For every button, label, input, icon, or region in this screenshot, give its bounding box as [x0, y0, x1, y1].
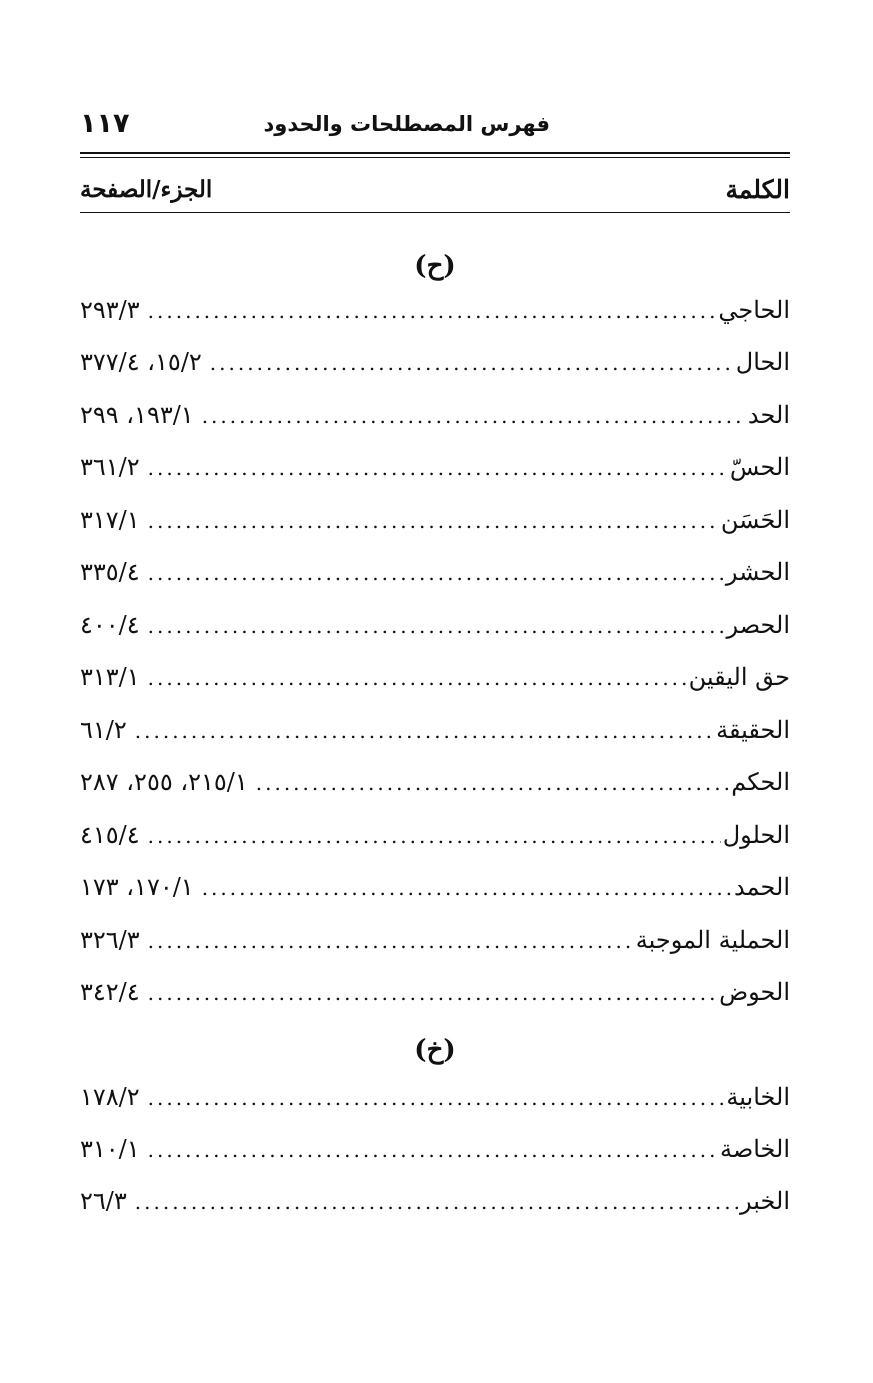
entry-term: الخبر: [740, 1187, 790, 1215]
dot-leader: [148, 501, 719, 541]
entry-term: الحَسَن: [720, 506, 790, 534]
index-entry: [80, 972, 790, 1012]
entry-term: حق اليقين: [688, 663, 790, 691]
dot-leader: [148, 448, 728, 488]
dot-leader: [148, 606, 725, 646]
index-entry: [80, 447, 790, 487]
entry-term: الحصر: [726, 611, 790, 639]
entry-reference: ٢٩٣/٣: [80, 296, 140, 324]
entry-term: الخاصة: [719, 1135, 790, 1163]
column-headers: [80, 170, 790, 210]
index-entry: [80, 552, 790, 592]
section-letter-haa: (ح): [414, 251, 456, 281]
entry-term: الحقيقة: [716, 716, 790, 744]
header-rule-double: [80, 157, 790, 158]
entry-reference: ١٩٣/١، ٢٩٩: [80, 401, 194, 429]
entry-reference: ٤٠٠/٤: [80, 611, 140, 639]
dot-leader: [148, 658, 687, 698]
entry-term: الحال: [735, 348, 790, 376]
index-entry: [80, 342, 790, 382]
entry-term: الحلول: [722, 821, 790, 849]
entry-reference: ٢٦/٣: [80, 1187, 127, 1215]
dot-leader: [148, 973, 717, 1013]
index-entry: [80, 867, 790, 907]
dot-leader: [148, 1078, 725, 1118]
dot-leader: [148, 291, 717, 331]
entry-reference: ٤١٥/٤: [80, 821, 140, 849]
section-letter-khaa: (خ): [414, 1035, 456, 1065]
index-entry: [80, 1077, 790, 1117]
entry-reference: ٣١٧/١: [80, 506, 140, 534]
entry-term: الحوض: [719, 978, 790, 1006]
dot-leader: [135, 1182, 738, 1222]
index-entry: [80, 290, 790, 330]
index-entry: [80, 1181, 790, 1221]
index-entry: [80, 1129, 790, 1169]
dot-leader: [202, 396, 746, 436]
entry-term: الحاجي: [718, 296, 790, 324]
header-rule-top: [80, 152, 790, 154]
index-entry: [80, 605, 790, 645]
index-entry: [80, 657, 790, 697]
page-number: ١١٧: [80, 108, 130, 139]
running-header: [80, 104, 790, 144]
index-entry: [80, 762, 790, 802]
entry-term: الحملية الموجبة: [635, 926, 790, 954]
entry-reference: ١٧٠/١، ١٧٣: [80, 873, 194, 901]
entry-reference: ٦١/٢: [80, 716, 127, 744]
entry-term: الحسّ: [729, 453, 790, 481]
index-entry: [80, 815, 790, 855]
dot-leader: [202, 868, 732, 908]
entry-reference: ٣١٠/١: [80, 1135, 140, 1163]
entry-reference: ٢١٥/١، ٢٥٥، ٢٨٧: [80, 768, 248, 796]
column-header-word: الكلمة: [725, 175, 790, 204]
dot-leader: [148, 921, 634, 961]
entry-reference: ٣٣٥/٤: [80, 558, 140, 586]
entry-reference: ٣٦١/٢: [80, 453, 140, 481]
entry-term: الحشر: [725, 558, 790, 586]
entry-term: الحكم: [731, 768, 790, 796]
column-header-rule: [80, 212, 790, 213]
index-entry: [80, 395, 790, 435]
entry-term: الخابية: [726, 1083, 790, 1111]
entry-reference: ١٧٨/٢: [80, 1083, 140, 1111]
running-title: فهرس المصطلحات والحدود: [263, 112, 550, 136]
dot-leader: [256, 763, 730, 803]
dot-leader: [148, 1130, 718, 1170]
dot-leader: [210, 343, 734, 383]
column-header-reference: الجزء/الصفحة: [80, 176, 213, 203]
entry-reference: ١٥/٢، ٣٧٧/٤: [80, 348, 202, 376]
entry-reference: ٣١٣/١: [80, 663, 140, 691]
dot-leader: [135, 711, 714, 751]
dot-leader: [148, 553, 724, 593]
dot-leader: [148, 816, 721, 856]
index-entry: [80, 500, 790, 540]
index-entry: [80, 710, 790, 750]
index-entry: [80, 920, 790, 960]
entry-term: الحد: [747, 401, 790, 429]
entry-term: الحمد: [734, 873, 790, 901]
entry-reference: ٣٢٦/٣: [80, 926, 140, 954]
entry-reference: ٣٤٢/٤: [80, 978, 140, 1006]
